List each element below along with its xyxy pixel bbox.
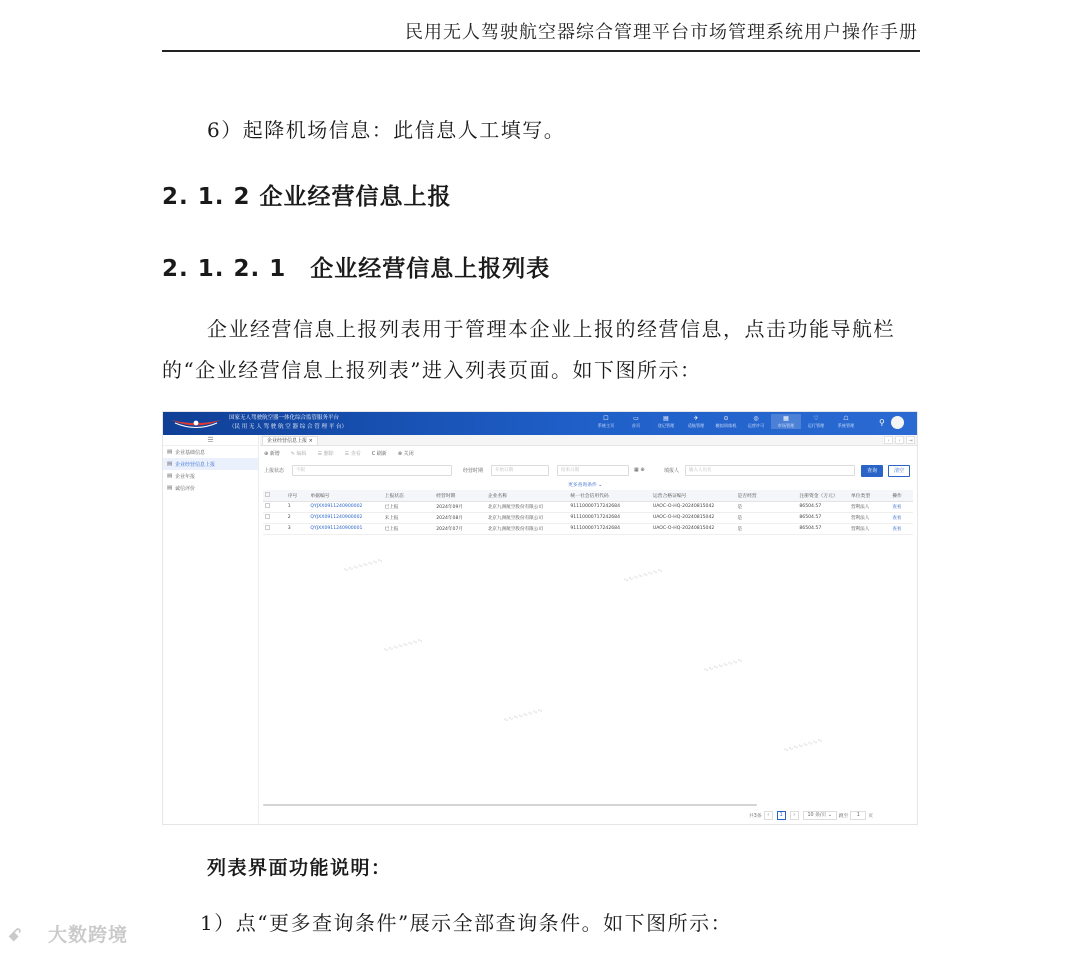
nav-home[interactable] [621, 414, 651, 429]
table-cell: 91110000717242684 [568, 501, 651, 512]
nav-label: 市场管理 [777, 423, 795, 428]
sidebar-item-label: 诚信评价 [175, 485, 196, 492]
monitor-icon: ▭ [633, 415, 639, 422]
column-header[interactable]: 单位类型 [849, 490, 890, 501]
filler-input[interactable]: 输入人员名 [685, 465, 855, 476]
table-cell: 2024年08月 [434, 512, 486, 523]
nav-system-home[interactable] [591, 414, 621, 429]
nav-operation-management[interactable] [801, 414, 831, 429]
embedded-screenshot [162, 411, 918, 825]
table-cell: 已上报 [383, 501, 435, 512]
table-cell: 86504.57 [797, 501, 849, 512]
nav-operation-license[interactable] [741, 414, 771, 429]
document-header-title: 民用无人驾驶航空器综合管理平台市场管理系统用户操作手册 [405, 22, 918, 43]
filter-bar [260, 465, 918, 477]
table-cell: 2024年07月 [434, 523, 486, 534]
row-checkbox[interactable] [263, 523, 286, 534]
table-cell: 2 [286, 512, 309, 523]
nav-airworthiness[interactable] [681, 414, 711, 429]
intro-paragraph-line2: 的“企业经营信息上报列表”进入列表页面。如下图所示： [162, 358, 702, 382]
table-header-row [263, 490, 913, 501]
page-number[interactable]: 1 [777, 811, 786, 820]
table-cell: 86504.57 [797, 512, 849, 523]
column-header[interactable]: 注册资金（万元） [797, 490, 849, 501]
nav-label: 首页 [631, 423, 641, 428]
table-cell: 北京九洲航空股份有限公司 [486, 501, 569, 512]
column-header: 操作 [890, 490, 913, 501]
column-header[interactable]: 运营合格证编号 [651, 490, 736, 501]
page-suffix: 页 [868, 814, 874, 819]
watermark-logo-icon: ꗃ [8, 926, 23, 946]
watermark-mark: ∿∿∿∿∿∿∿∿ [782, 736, 824, 755]
table-cell: 3 [286, 523, 309, 534]
target-icon: ⊙ [723, 415, 729, 422]
filler-label: 填报人 [664, 468, 680, 474]
table-cell: UAOC-O-HQ-20240815042 [651, 523, 736, 534]
section-heading-2-1-2: 2. 1. 2 企业经营信息上报 [162, 184, 452, 210]
building-icon: ☖ [843, 415, 849, 422]
list-item-6: 6）起降机场信息：此信息人工填写。 [207, 118, 566, 142]
document-icon: ▤ [663, 415, 669, 422]
table-cell: 2024年09月 [434, 501, 486, 512]
pagination [749, 811, 873, 820]
brand-line2: （民 用 无 人 驾 驶 航 空 器 综 合 管 理 平 台） [229, 424, 347, 430]
sidebar-item-credit-evaluation[interactable] [163, 482, 258, 494]
table-cell: 未上报 [383, 512, 435, 523]
calendar-icon[interactable]: ▦ ⊕ [634, 467, 645, 473]
view-link[interactable]: 查看 [890, 523, 913, 534]
watermark-mark: ∿∿∿∿∿∿∿∿ [622, 566, 664, 585]
nav-simulator[interactable] [711, 414, 741, 429]
close-button[interactable]: ⊗ 关闭 [397, 451, 414, 457]
doc-icon: ▤ [167, 449, 173, 455]
nav-label: 系统主页 [597, 423, 615, 428]
table-row[interactable] [263, 523, 913, 534]
watermark-mark: ∿∿∿∿∿∿∿∿ [502, 706, 544, 725]
column-header[interactable]: 经营时期 [434, 490, 486, 501]
end-date-input[interactable]: 结束日期 [557, 465, 629, 476]
doc-icon: ▤ [167, 485, 173, 491]
goto-label: 跳至 [838, 814, 849, 819]
grid-icon: ▦ [783, 415, 789, 422]
view-button[interactable]: ☰ 查看 [344, 451, 361, 457]
column-header: 序号 [286, 490, 309, 501]
tab-menu-icon[interactable]: ⇥ [906, 436, 915, 444]
sidebar-item-enterprise-info[interactable] [163, 446, 258, 458]
nav-label: 适航管理 [687, 423, 705, 428]
watermark-mark: ∿∿∿∿∿∿∿∿ [382, 636, 424, 655]
table-cell: 已上报 [383, 523, 435, 534]
watermark-text: 大数跨境 [48, 924, 129, 946]
section-heading-2-1-2-1: 2. 1. 2. 1 企业经营信息上报列表 [162, 256, 551, 282]
toolbar [260, 448, 918, 459]
doc-icon: ▤ [167, 461, 173, 467]
table-cell: 是 [735, 501, 797, 512]
nav-system-management[interactable] [831, 414, 861, 429]
table-cell: 是 [735, 512, 797, 523]
nav-market-management[interactable] [771, 414, 801, 429]
table-cell: 86504.57 [797, 523, 849, 534]
badge-icon: ◎ [753, 415, 759, 422]
watermark-mark: ∿∿∿∿∿∿∿∿ [342, 556, 384, 575]
view-link[interactable]: 查看 [890, 501, 913, 512]
tab-prev-icon[interactable]: ‹ [884, 436, 893, 444]
sidebar-item-label: 企业年报 [175, 473, 196, 480]
nav-registration[interactable] [651, 414, 681, 429]
prev-page-icon[interactable]: ‹ [764, 811, 773, 820]
document-number-link[interactable]: QYJXX0911240900001 [308, 523, 382, 534]
source-watermark [8, 920, 128, 947]
app-top-bar [163, 412, 918, 435]
doc-icon: ▤ [167, 473, 173, 479]
note-1: 1）点“更多查询条件”展示全部查询条件。如下图所示： [200, 911, 733, 935]
edit-button[interactable]: ✎ 编辑 [290, 451, 307, 457]
nav-label: 系统管理 [837, 423, 855, 428]
tab-business-report[interactable]: 企业经营信息上报 × [262, 436, 318, 446]
sidebar-item-label: 企业基础信息 [175, 449, 206, 456]
table-cell: 是 [735, 523, 797, 534]
period-label: 经营时期 [463, 468, 484, 474]
table-cell: 91110000717242684 [568, 523, 651, 534]
table-cell: 北京九洲航空股份有限公司 [486, 512, 569, 523]
start-date-input[interactable]: 开始日期 [491, 465, 549, 476]
column-header[interactable]: 是否经营 [735, 490, 797, 501]
top-nav [591, 414, 861, 429]
notes-title: 列表界面功能说明： [207, 857, 392, 879]
home-icon: ☐ [603, 415, 609, 422]
row-checkbox[interactable] [263, 512, 286, 523]
table-row[interactable] [263, 501, 913, 512]
table-cell: 营利法人 [849, 512, 890, 523]
next-page-icon[interactable]: › [790, 811, 799, 820]
platform-brand [229, 414, 347, 432]
brand-line1: 国家无人驾驶航空器一体化综合监管服务平台 [229, 415, 340, 421]
tab-bar [260, 435, 918, 446]
sidebar-item-annual-report[interactable] [163, 470, 258, 482]
delete-button[interactable]: ☰ 删除 [317, 451, 334, 457]
table-cell: 1 [286, 501, 309, 512]
status-select[interactable]: 不限 [292, 465, 452, 476]
total-count: 共3条 [749, 814, 762, 819]
tab-next-icon[interactable]: › [895, 436, 904, 444]
table-row[interactable] [263, 512, 913, 523]
add-button[interactable]: ⊕ 新增 [264, 451, 280, 457]
watermark-mark: ∿∿∿∿∿∿∿∿ [702, 656, 744, 675]
refresh-button[interactable]: C 刷新 [371, 451, 387, 457]
intro-paragraph-line1: 企业经营信息上报列表用于管理本企业上报的经营信息，点击功能导航栏 [207, 317, 895, 341]
row-checkbox[interactable] [263, 501, 286, 512]
document-number-link[interactable]: QYJXX0911240900002 [308, 501, 382, 512]
column-header[interactable]: 单据编号 [308, 490, 382, 501]
header-divider [162, 50, 920, 52]
view-link[interactable]: 查看 [890, 512, 913, 523]
column-header[interactable]: 统一社会信用代码 [568, 490, 651, 501]
table-cell: 营利法人 [849, 501, 890, 512]
document-number-link[interactable]: QYJXX0911240900002 [308, 512, 382, 523]
shield-icon: ♡ [813, 415, 819, 422]
select-all-checkbox[interactable] [263, 490, 286, 501]
table-cell: 91110000717242684 [568, 512, 651, 523]
table-cell: 营利法人 [849, 523, 890, 534]
sidebar-item-business-report[interactable] [163, 458, 258, 470]
table-cell: 北京九洲航空股份有限公司 [486, 523, 569, 534]
column-header[interactable]: 上报状态 [383, 490, 435, 501]
search-icon[interactable]: ⚲ [879, 418, 885, 427]
menu-toggle-icon[interactable]: ☰ [163, 435, 258, 446]
page-size-select[interactable]: 10 条/页 ⌄ [803, 811, 837, 820]
column-header[interactable]: 企业名称 [486, 490, 569, 501]
horizontal-scrollbar[interactable] [263, 804, 757, 806]
reset-button[interactable]: 清空 [888, 465, 910, 477]
nav-label: 运行管理 [807, 423, 825, 428]
avatar[interactable] [891, 416, 904, 429]
goto-page-input[interactable]: 1 [850, 811, 866, 820]
status-label: 上报状态 [264, 468, 285, 474]
nav-label: 模拟训练机 [715, 423, 737, 428]
sidebar [163, 435, 259, 825]
table-cell: UAOC-O-HQ-20240815042 [651, 512, 736, 523]
sidebar-item-label: 企业经营信息上报 [175, 461, 216, 468]
more-conditions-link[interactable]: 更多查询条件 ⌄ [568, 483, 603, 488]
nav-label: 运营许可 [747, 423, 765, 428]
table-cell: UAOC-O-HQ-20240815042 [651, 501, 736, 512]
report-table [263, 490, 913, 535]
platform-logo-icon [169, 415, 223, 432]
plane-icon: ✈ [693, 415, 699, 422]
nav-label: 登记管理 [657, 423, 675, 428]
query-button[interactable]: 查询 [861, 465, 883, 477]
